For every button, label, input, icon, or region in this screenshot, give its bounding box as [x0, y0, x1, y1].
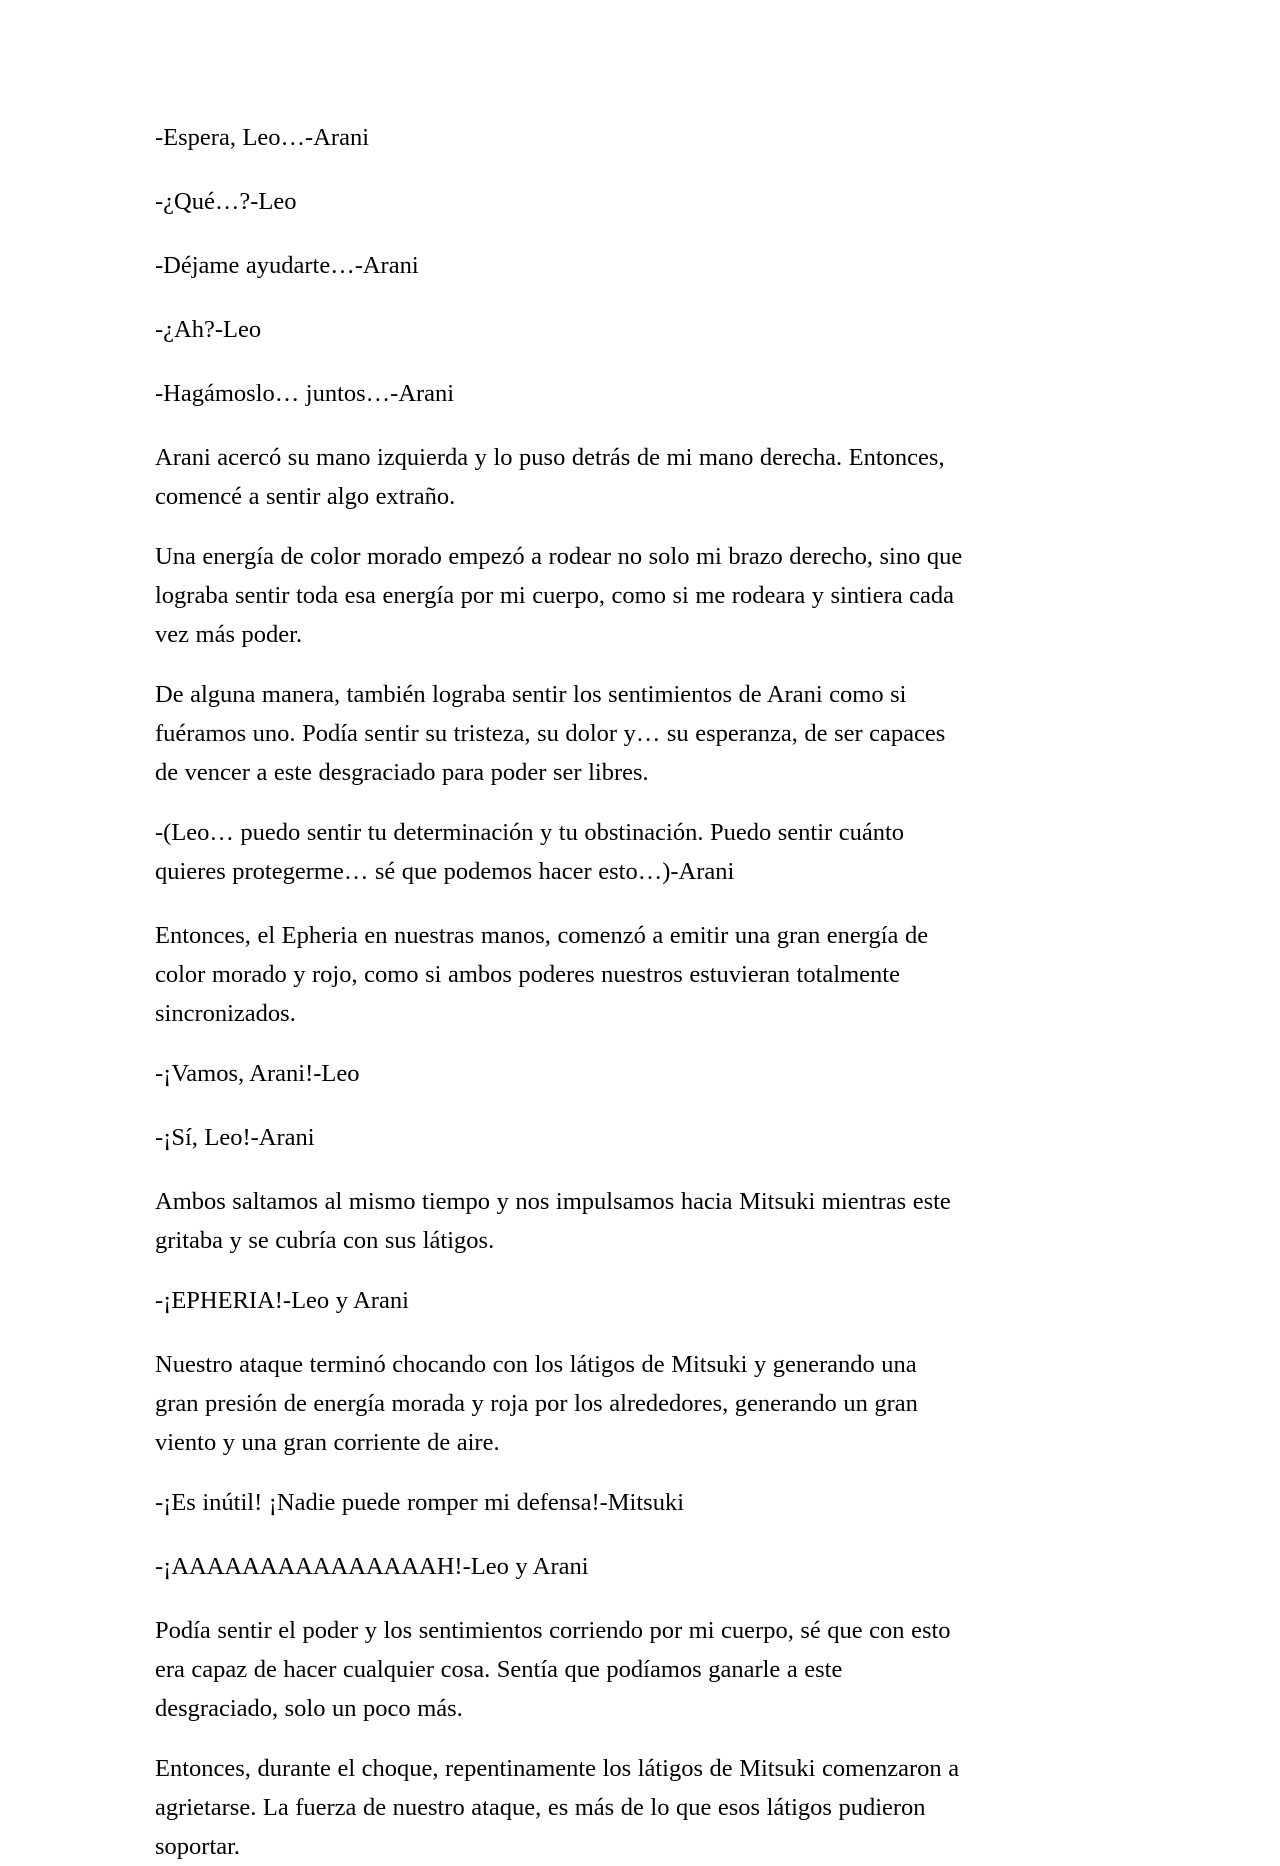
dialogue-line: -¿Qué…?-Leo [155, 188, 297, 215]
dialogue-line: -¿Ah?-Leo [155, 316, 262, 343]
dialogue-line: -Déjame ayudarte…-Arani [155, 252, 419, 279]
narration-paragraph: Entonces, el Epheria en nuestras manos, comenzó a emitir una gran energía de color morado y rojo, como si ambos poderes nuestros estuvieran totalmente sincronizados. [155, 922, 929, 1027]
dialogue-line: -(Leo… puedo sentir tu determinación y tu obstinación. Puedo sentir cuánto quieres protegerme… sé que podemos hacer esto…)-Arani [155, 819, 905, 885]
dialogue-line: -Espera, Leo…-Arani [155, 124, 369, 151]
narration-paragraph: Nuestro ataque terminó chocando con los látigos de Mitsuki y generando una gran presión de energía morada y roja por los alrededores, generando un gran viento y una gran corriente de aire. [155, 1351, 918, 1456]
dialogue-line: -Hagámoslo… juntos…-Arani [155, 380, 455, 407]
dialogue-line: -¡EPHERIA!-Leo y Arani [155, 1287, 409, 1314]
dialogue-line: -¡AAAAAAAAAAAAAAAH!-Leo y Arani [155, 1553, 589, 1580]
narration-paragraph: Una energía de color morado empezó a rodear no solo mi brazo derecho, sino que lograba sentir toda esa energía por mi cuerpo, como si me rodeara y sintiera cada vez más poder. [155, 543, 963, 648]
dialogue-line: -¡Sí, Leo!-Arani [155, 1124, 315, 1151]
narration-paragraph: Ambos saltamos al mismo tiempo y nos impulsamos hacia Mitsuki mientras este gritaba y se cubría con sus látigos. [155, 1188, 951, 1254]
narration-paragraph: Arani acercó su mano izquierda y lo puso detrás de mi mano derecha. Entonces, comencé a sentir algo extraño. [155, 444, 945, 510]
document-body [155, 118, 965, 1866]
narration-paragraph: Podía sentir el poder y los sentimientos corriendo por mi cuerpo, sé que con esto era capaz de hacer cualquier cosa. Sentía que podíamos ganarle a este desgraciado, solo un poco más. [155, 1617, 951, 1722]
dialogue-line: -¡Vamos, Arani!-Leo [155, 1060, 360, 1087]
narration-paragraph: Entonces, durante el choque, repentinamente los látigos de Mitsuki comenzaron a agrietarse. La fuerza de nuestro ataque, es más de lo que esos látigos pudieron soportar. [155, 1755, 960, 1860]
narration-paragraph: De alguna manera, también lograba sentir los sentimientos de Arani como si fuéramos uno. Podía sentir su tristeza, su dolor y… su esperanza, de ser capaces de vencer a este desgraciado para poder ser libres. [155, 681, 946, 786]
dialogue-line: -¡Es inútil! ¡Nadie puede romper mi defensa!-Mitsuki [155, 1489, 684, 1516]
